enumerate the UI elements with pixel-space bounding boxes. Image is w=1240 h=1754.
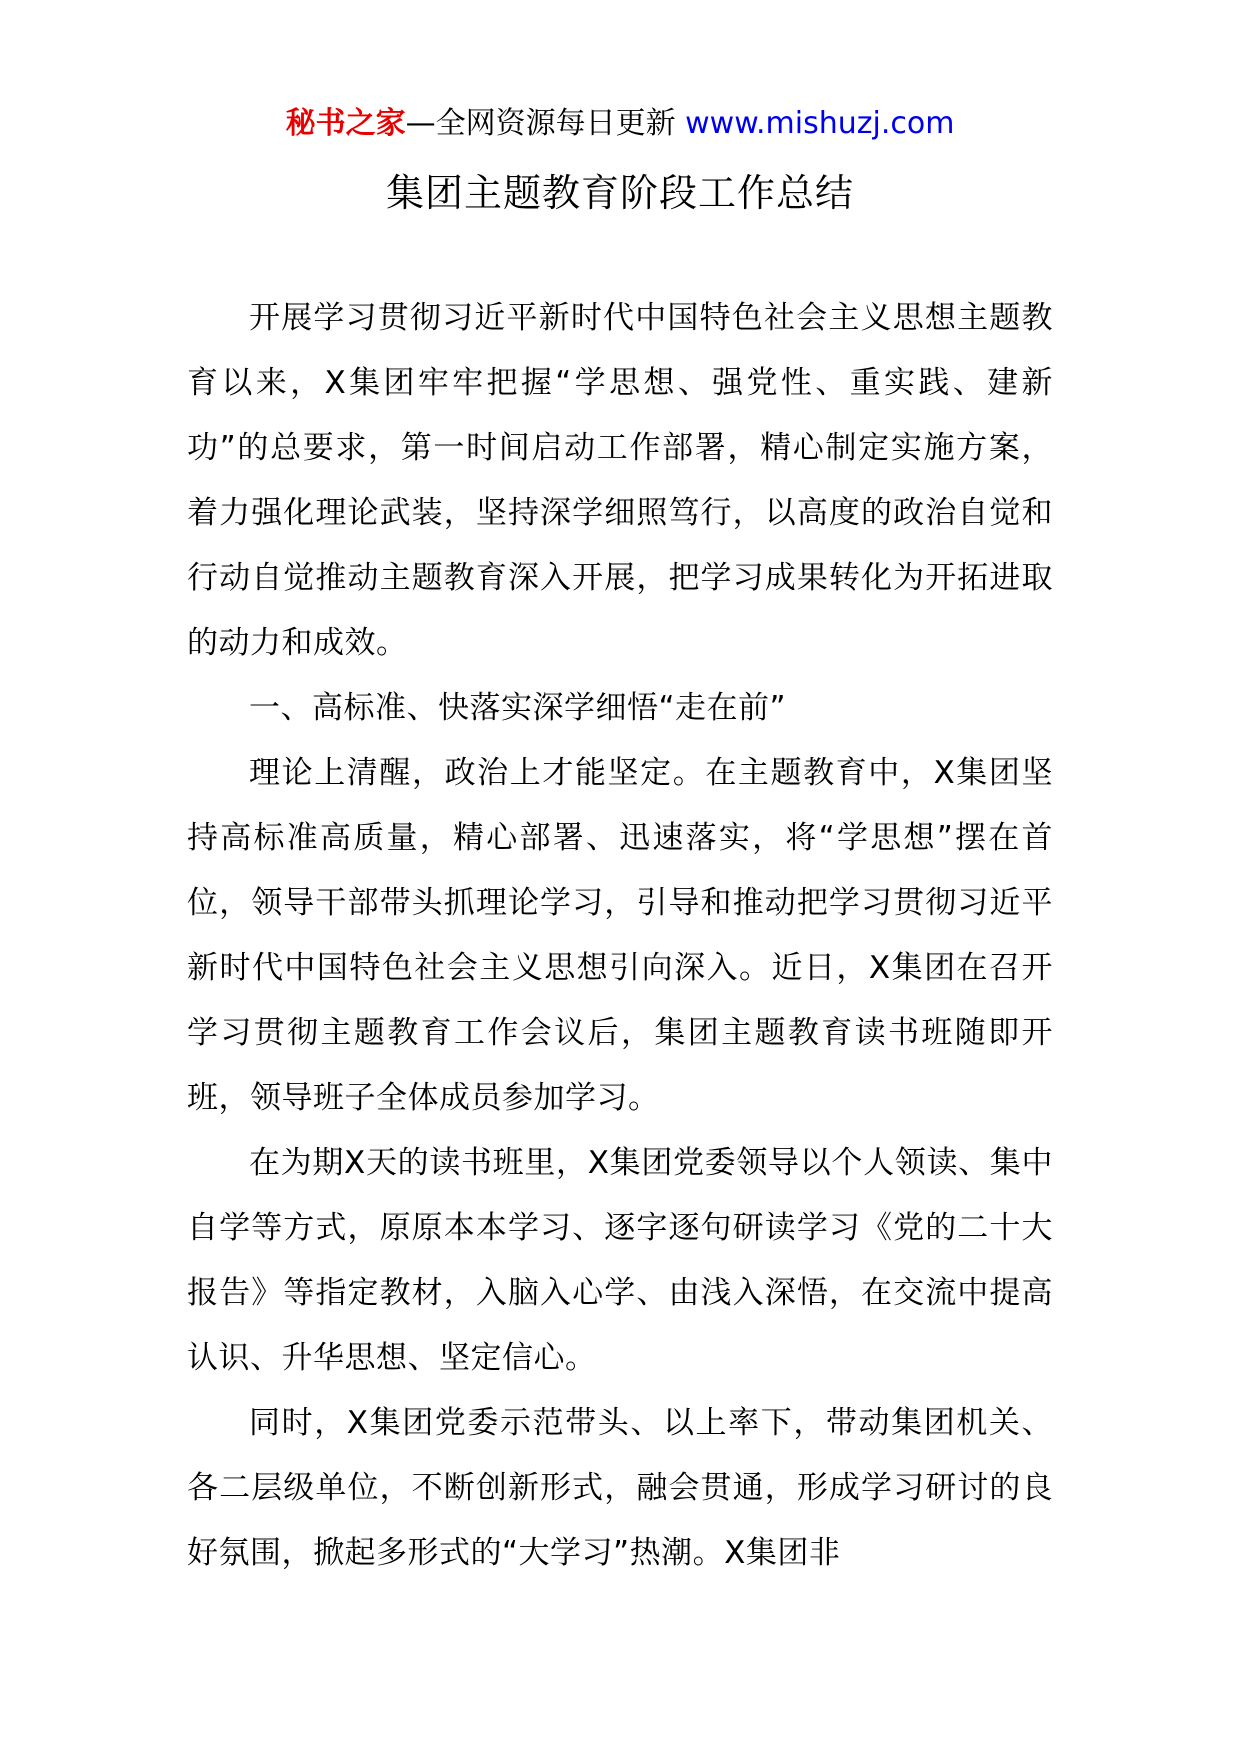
document-body xyxy=(187,286,1053,1586)
site-header xyxy=(0,100,1240,148)
intro-paragraph: 开展学习贯彻习近平新时代中国特色社会主义思想主题教育以来，X集团牢牢把握“学思想、强党性、重实践、建新功”的总要求，第一时间启动工作部署，精心制定实施方案，着力强化理论武装，坚持深学细照笃行，以高度的政治自觉和行动自觉推动主题教育深入开展，把学习成果转化为开拓进取的动力和成效。 xyxy=(187,300,1053,661)
body-paragraph: 在为期X天的读书班里，X集团党委领导以个人领读、集中自学等方式，原原本本学习、逐字逐句研读学习《党的二十大报告》等指定教材，入脑入心学、由浅入深悟，在交流中提高认识、升华思想、坚定信心。 xyxy=(187,1145,1053,1376)
section-heading: 一、高标准、快落实深学细悟“走在前” xyxy=(249,690,787,726)
site-url-link[interactable]: www.mishuzj.com xyxy=(685,106,955,141)
brand-name: 秘书之家 xyxy=(285,106,406,141)
body-paragraph: 同时，X集团党委示范带头、以上率下，带动集团机关、各二层级单位，不断创新形式，融会贯通，形成学习研讨的良好氛围，掀起多形式的“大学习”热潮。X集团非 xyxy=(187,1405,1053,1571)
body-paragraph: 理论上清醒，政治上才能坚定。在主题教育中，X集团坚持高标准高质量，精心部署、迅速落实，将“学思想”摆在首位，领导干部带头抓理论学习，引导和推动把学习贯彻习近平新时代中国特色社会主义思想引向深入。近日，X集团在召开学习贯彻主题教育工作会议后，集团主题教育读书班随即开班，领导班子全体成员参加学习。 xyxy=(187,755,1053,1116)
header-slogan: —全网资源每日更新 xyxy=(405,106,686,141)
document-title: 集团主题教育阶段工作总结 xyxy=(385,171,854,215)
